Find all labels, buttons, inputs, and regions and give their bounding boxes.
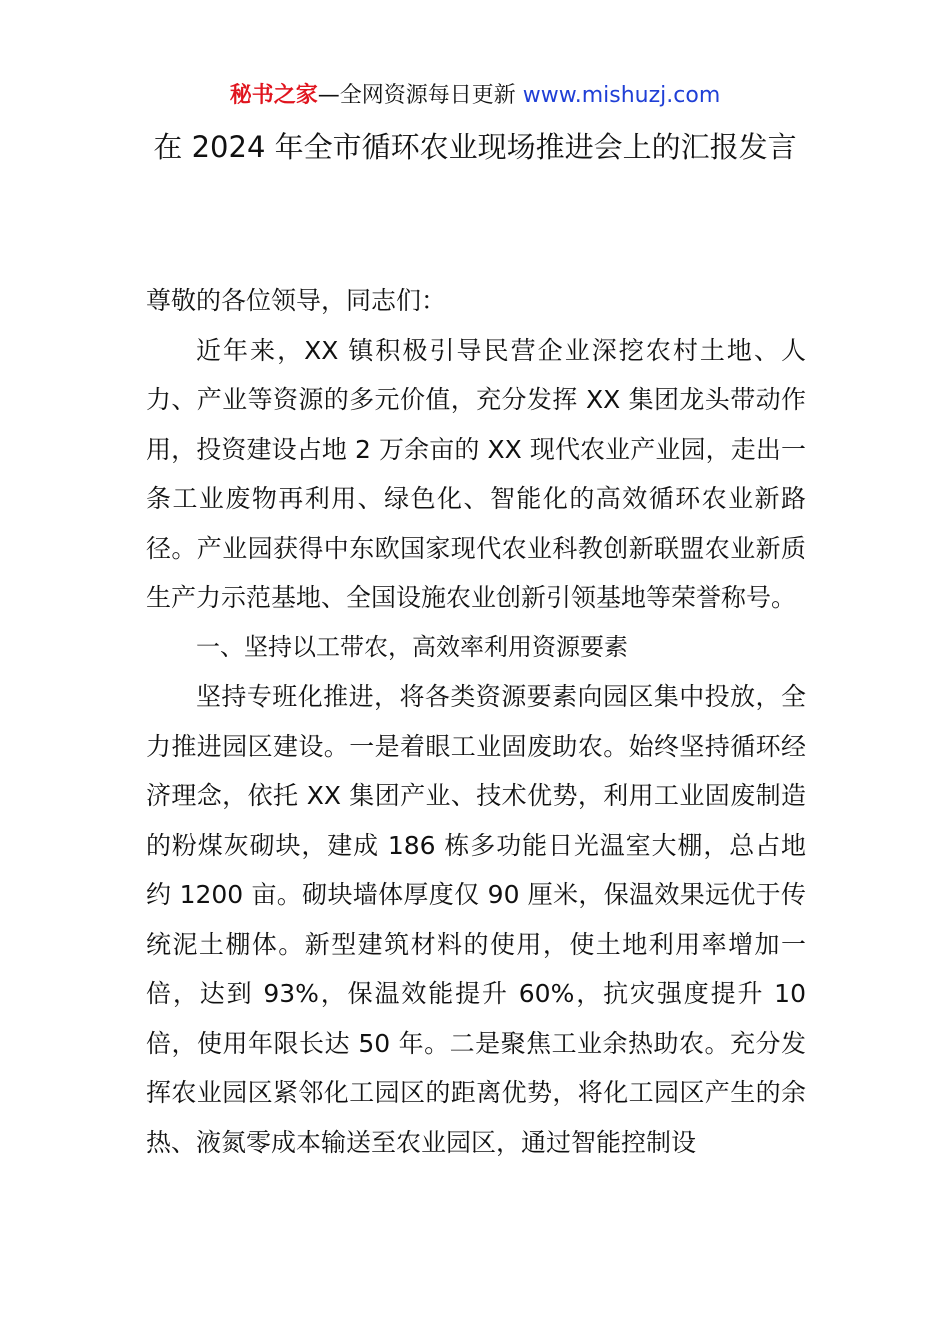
site-url[interactable]: www.mishuzj.com [522, 83, 721, 108]
site-header [0, 80, 950, 112]
section-paragraph: 坚持专班化推进，将各类资源要素向园区集中投放，全力推进园区建设。一是着眼工业固废助农。始终坚持循环经济理念，依托 XX 集团产业、技术优势，利用工业固废制造的粉煤灰砌块，建成 186 栋多功能日光温室大棚，总占地约 1200 亩。砌块墙体厚度仅 90 厘米，保温效果远优于传统泥土棚体。新型建筑材料的使用，使土地利用率增加一倍，达到 93%，保温效能提升 60%，抗灾强度提升 10 倍，使用年限长达 50 年。二是聚焦工业余热助农。充分发挥农业园区紧邻化工园区的距离优势，将化工园区产生的余热、液氮零成本输送至农业园区，通过智能控制设 [146, 682, 806, 1157]
site-name: 秘书之家 [229, 83, 318, 108]
document-body [146, 276, 806, 1167]
document-title: 在 2024 年全市循环农业现场推进会上的汇报发言 [153, 130, 797, 164]
salutation: 尊敬的各位领导，同志们： [146, 286, 447, 315]
section-heading: 一、坚持以工带农，高效率利用资源要素 [196, 632, 628, 661]
site-tagline: —全网资源每日更新 [317, 83, 523, 108]
intro-paragraph: 近年来，XX 镇积极引导民营企业深挖农村土地、人力、产业等资源的多元价值，充分发挥 XX 集团龙头带动作用，投资建设占地 2 万余亩的 XX 现代农业产业园，走出一条工业废物再利用、绿色化、智能化的高效循环农业新路径。产业园获得中东欧国家现代农业科教创新联盟农业新质生产力示范基地、全国设施农业创新引领基地等荣誉称号。 [146, 335, 806, 612]
